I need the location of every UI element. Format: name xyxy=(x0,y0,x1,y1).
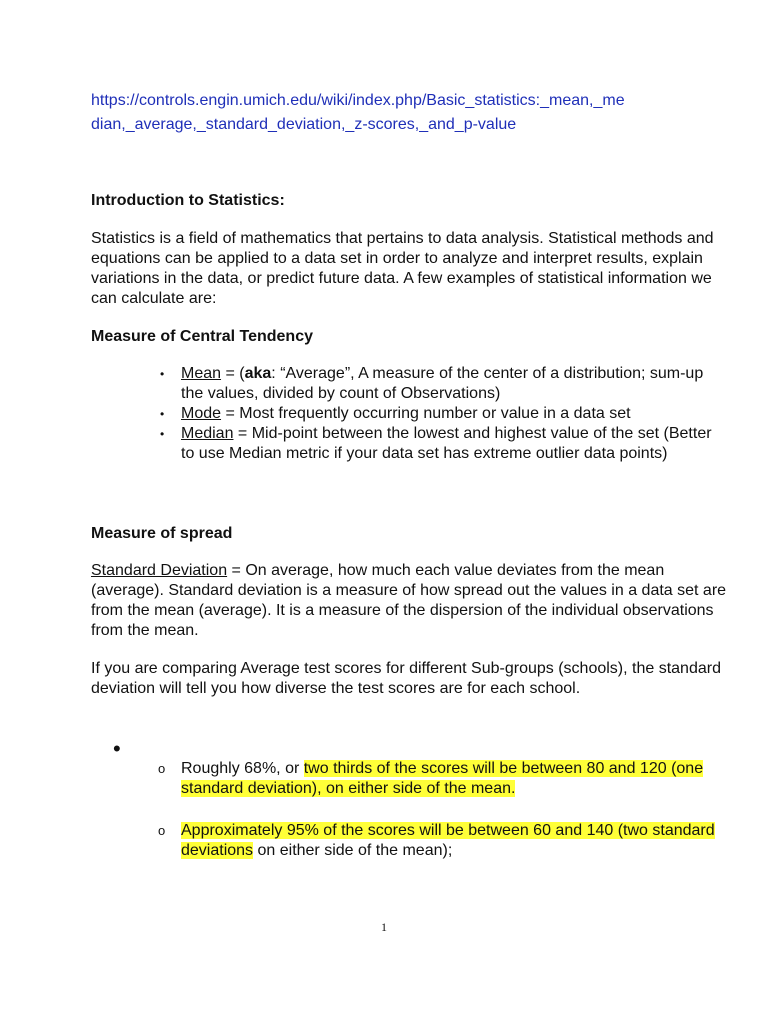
term-mode: Mode xyxy=(181,405,222,422)
bullet-icon: • xyxy=(160,367,165,381)
term-standard-deviation: Standard Deviation xyxy=(91,562,228,579)
intro-heading: Introduction to Statistics: xyxy=(91,192,285,209)
aka-label: aka xyxy=(244,365,272,382)
bullet-icon: • xyxy=(113,736,121,761)
spread-heading: Measure of spread xyxy=(91,525,233,542)
url-line-2: dian,_average,_standard_deviation,_z-scores,_and_p-value xyxy=(91,116,517,133)
bullet-icon: • xyxy=(160,427,165,441)
url-line-1: https://controls.engin.umich.edu/wiki/index.php/Basic_statistics:_mean,_me xyxy=(91,92,625,109)
list-item-median: • Median = Mid-point between the lowest and highest value of the set (Better to use Median metric if your data set has extreme outlier data points) xyxy=(160,425,712,462)
term-mean: Mean xyxy=(181,365,222,382)
central-tendency-list xyxy=(158,364,728,464)
central-tendency-heading: Measure of Central Tendency xyxy=(91,328,313,345)
highlighted-text: Approximately 95% of the scores will be between 60 and 140 (two standard deviations xyxy=(181,822,715,859)
circle-bullet-icon: o xyxy=(158,761,166,776)
highlighted-text: two thirds of the scores will be between 80 and 120 (one standard deviation), on either side of the mean. xyxy=(181,760,704,797)
page-number: 1 xyxy=(381,920,387,934)
list-item-mean: • Mean = (aka: “Average”, A measure of the center of a distribution; sum-up the values, divided by count of Observations) xyxy=(160,365,704,402)
sub-item-68-percent: o Roughly 68%, or two thirds of the scores will be between 80 and 120 (one standard deviation), on either side of the mean. xyxy=(158,760,704,797)
bullet-icon: • xyxy=(160,407,165,421)
list-item-mode: • Mode = Most frequently occurring number or value in a data set xyxy=(160,405,631,422)
source-url-link[interactable] xyxy=(91,89,728,137)
standard-deviation-paragraph: Standard Deviation = On average, how much each value deviates from the mean (average). Standard deviation is a measure of how spread out the values in a data set are from the mean (average). It is a measure of the dispersion of the individual observations from the mean. xyxy=(91,562,727,639)
circle-bullet-icon: o xyxy=(158,823,166,838)
intro-paragraph: Statistics is a field of mathematics that pertains to data analysis. Statistical methods and equations can be applied to a data set in order to analyze and interpret results, explain variations in the data, or predict future data. A few examples of statistical information we can calculate are: xyxy=(91,230,714,307)
term-median: Median xyxy=(181,425,234,442)
sub-item-95-percent: o Approximately 95% of the scores will be between 60 and 140 (two standard deviations on either side of the mean); xyxy=(158,822,715,859)
comparison-paragraph: If you are comparing Average test scores for different Sub-groups (schools), the standard deviation will tell you how diverse the test scores are for each school. xyxy=(91,660,721,697)
